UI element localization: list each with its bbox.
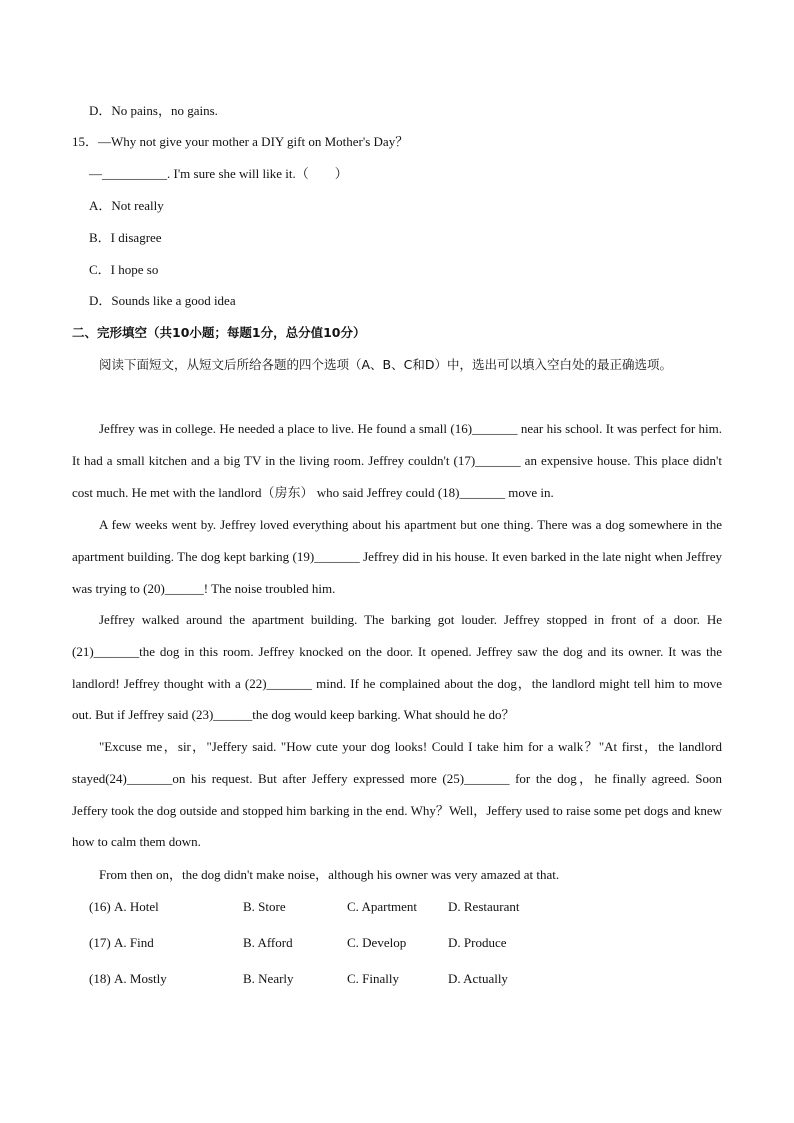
- paragraph-text: Jeffrey was in college. He needed a place to live. He found a small (16)_______ near his school. It was perfect for him. It had a small kitchen and a big TV in the living room. Jeffrey couldn't (17)_______ an expensive house. This place didn't cost much. He met with the landlord（房东） who said Jeffrey could (18)_______ move in.: [72, 421, 722, 500]
- choice-d: D. Actually: [448, 971, 508, 986]
- q15-option-d: D．Sounds like a good idea: [89, 293, 236, 308]
- choice-number: (16): [89, 899, 111, 914]
- choice-d: D. Restaurant: [448, 899, 520, 914]
- choice-d: D. Produce: [448, 935, 507, 950]
- choice-a: A. Hotel: [114, 899, 159, 914]
- q15-reply: —__________. I'm sure she will like it.（ ）: [89, 166, 348, 181]
- q15-option-a: A．Not really: [89, 198, 164, 213]
- instruction-text: 阅读下面短文，从短文后所给各题的四个选项（A、B、C和D）中，选出可以填入空白处的最正确选项。: [99, 357, 672, 372]
- section-heading: 二、完形填空（共10小题；每题1分，总分值10分）: [72, 325, 366, 340]
- choice-b: B. Store: [243, 899, 286, 914]
- q15-option-c: C．I hope so: [89, 262, 159, 277]
- paragraph-text: A few weeks went by. Jeffrey loved everything about his apartment but one thing. There was a dog somewhere in the apartment building. The dog kept barking (19)_______ Jeffrey did in his house. It even barked in the late night when Jeffrey was trying to (20)______! The noise troubled him.: [72, 517, 722, 596]
- passage-paragraph-4: [72, 731, 722, 858]
- passage-paragraph-5: [72, 859, 722, 891]
- paragraph-text: From then on，the dog didn't make noise，although his owner was very amazed at that.: [99, 867, 560, 882]
- choice-a: A. Find: [114, 935, 154, 950]
- section-instruction: [72, 349, 722, 381]
- choice-number: (18): [89, 971, 111, 986]
- choice-b: B. Nearly: [243, 971, 294, 986]
- choice-c: C. Apartment: [347, 899, 418, 914]
- choice-c: C. Finally: [347, 971, 400, 986]
- choice-number: (17): [89, 935, 111, 950]
- q15-option-b: B．I disagree: [89, 230, 162, 245]
- passage-paragraph-1: [72, 413, 722, 508]
- choice-b: B. Afford: [243, 935, 293, 950]
- paragraph-text: "Excuse me，sir，"Jeffery said. "How cute your dog looks! Could I take him for a walk？"At first，the landlord stayed(24)_______on his request. But after Jeffery expressed more (25)_______ for the dog，he finally agreed. Soon Jeffery took the dog outside and stopped him barking in the end. Why？Well，Jeffery used to raise some pet dogs and knew how to calm them down.: [72, 739, 722, 850]
- choice-a: A. Mostly: [114, 971, 167, 986]
- passage-paragraph-2: [72, 509, 722, 604]
- choice-c: C. Develop: [347, 935, 407, 950]
- passage-paragraph-3: [72, 604, 722, 731]
- q14-option-d: D．No pains，no gains.: [89, 103, 218, 118]
- paragraph-text: Jeffrey walked around the apartment building. The barking got louder. Jeffrey stopped in front of a door. He (21)_______the dog in this room. Jeffrey knocked on the door. It opened. Jeffrey saw the dog and its owner. It was the landlord! Jeffrey thought with a (22)_______ mind. If he complained about the dog，the landlord might tell him to move out. But if Jeffrey said (23)______the dog would keep barking. What should he do？: [72, 612, 722, 723]
- q15-stem: 15．—Why not give your mother a DIY gift on Mother's Day？: [72, 134, 409, 149]
